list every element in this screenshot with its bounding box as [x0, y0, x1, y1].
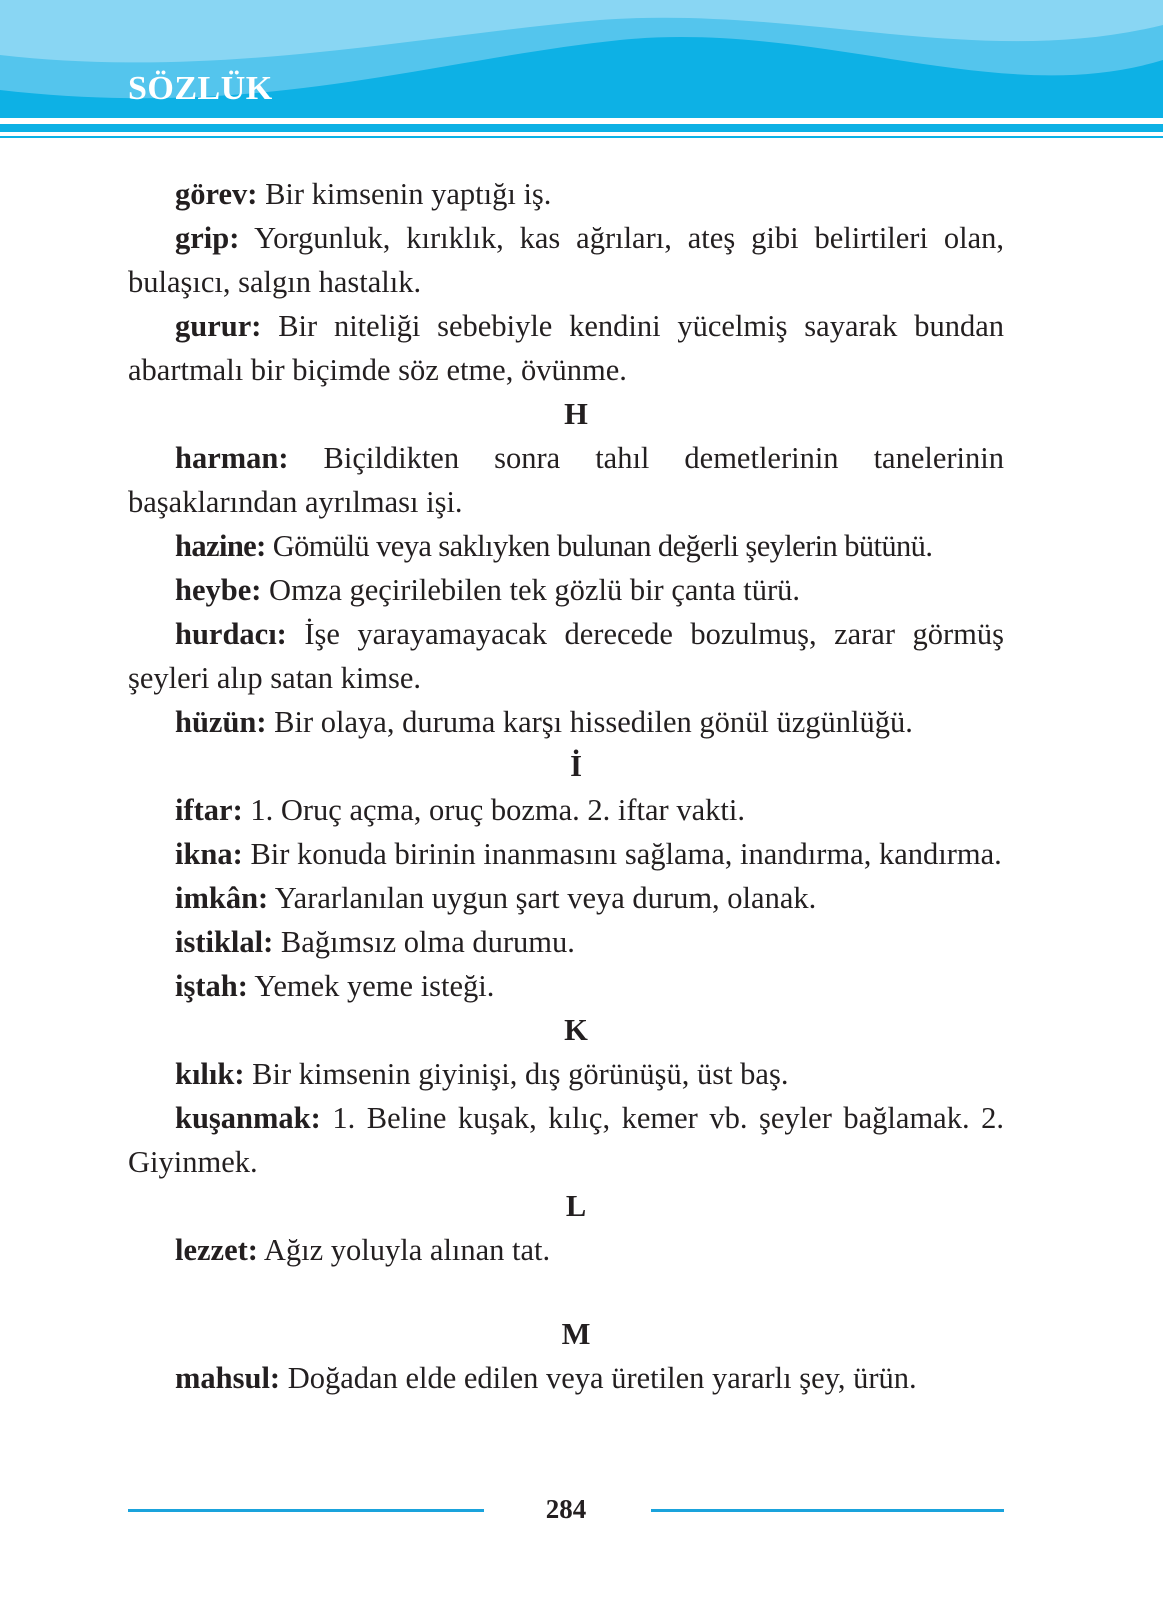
footer-rule-right: [651, 1509, 1004, 1512]
dictionary-entry: [128, 612, 1004, 700]
entry-term: grip:: [175, 221, 240, 255]
entry-definition: Bir olaya, duruma karşı hissedilen gönül üzgünlüğü.: [266, 705, 913, 739]
entry-term: hurdacı:: [175, 617, 287, 651]
dictionary-entry: [128, 700, 1004, 744]
entry-term: harman:: [175, 441, 289, 475]
dictionary-entry: [128, 568, 1004, 612]
entry-definition: Bir niteliği sebebiyle kendini yücelmiş sayarak bundan abartmalı bir biçimde söz etme, övünme.: [128, 309, 1004, 387]
entry-term: ikna:: [175, 837, 243, 871]
entry-term: kuşanmak:: [175, 1101, 321, 1135]
entry-definition: Bağımsız olma durumu.: [273, 925, 575, 959]
dictionary-entry: [128, 964, 1004, 1008]
entry-definition: Yorgunluk, kırıklık, kas ağrıları, ateş gibi belirtileri olan, bulaşıcı, salgın hastalık.: [128, 221, 1004, 299]
letter-heading: M: [561, 1317, 591, 1351]
dictionary-entry: [128, 1228, 1004, 1272]
entry-term: mahsul:: [175, 1361, 281, 1395]
entry-term: gurur:: [175, 309, 262, 343]
dictionary-entry: [128, 1096, 1004, 1184]
entry-definition: Bir kimsenin yaptığı iş.: [257, 177, 552, 211]
entry-definition: İşe yarayamayacak derecede bozulmuş, zarar görmüş şeyleri alıp satan kimse.: [128, 617, 1004, 695]
entry-term: kılık:: [175, 1057, 245, 1091]
entry-term: istiklal:: [175, 925, 274, 959]
dictionary-entry: [128, 1052, 1004, 1096]
dictionary-entry: [128, 1356, 1004, 1400]
entry-definition: 1. Oruç açma, oruç bozma. 2. iftar vakti.: [242, 793, 745, 827]
spacer: [128, 1272, 1004, 1312]
dictionary-entry: [128, 832, 1004, 876]
entry-definition: Doğadan elde edilen veya üretilen yararlı şey, ürün.: [280, 1361, 917, 1395]
entry-term: hazine:: [175, 529, 266, 563]
footer-rule-left: [128, 1509, 484, 1512]
entry-definition: Yemek yeme isteği.: [247, 969, 495, 1003]
entry-definition: Omza geçirilebilen tek gözlü bir çanta türü.: [261, 573, 801, 607]
entry-definition: Gömülü veya saklıyken bulunan değerli şeylerin bütünü.: [265, 529, 933, 563]
entry-term: hüzün:: [175, 705, 267, 739]
dictionary-entry: [128, 216, 1004, 304]
dictionary-entry: [128, 788, 1004, 832]
entry-term: iştah:: [175, 969, 248, 1003]
entry-definition: 1. Beline kuşak, kılıç, kemer vb. şeyler bağlamak. 2. Giyinmek.: [128, 1101, 1004, 1179]
entry-definition: Ağız yoluyla alınan tat.: [257, 1233, 551, 1267]
dictionary-entry: [128, 524, 1004, 568]
letter-heading: İ: [570, 749, 582, 783]
entry-definition: Biçildikten sonra tahıl demetlerinin tanelerinin başaklarından ayrılması işi.: [128, 441, 1004, 519]
dictionary-entry: [128, 436, 1004, 524]
dictionary-entry: [128, 920, 1004, 964]
letter-heading: L: [565, 1189, 587, 1223]
dictionary-entry: [128, 304, 1004, 392]
entry-definition: Yararlanılan uygun şart veya durum, olanak.: [268, 881, 817, 915]
entry-term: heybe:: [175, 573, 262, 607]
section-title: SÖZLÜK: [128, 70, 273, 107]
entry-term: lezzet:: [175, 1233, 258, 1267]
dictionary-entry: [128, 172, 1004, 216]
letter-heading: K: [564, 1013, 588, 1047]
dictionary-entries: [128, 172, 1004, 1400]
entry-term: görev:: [175, 177, 258, 211]
page-header: [0, 0, 1163, 145]
page-number: 284: [545, 1494, 587, 1524]
letter-heading: H: [564, 397, 588, 431]
dictionary-entry: [128, 876, 1004, 920]
entry-definition: Bir konuda birinin inanmasını sağlama, inandırma, kandırma.: [242, 837, 1002, 871]
entry-term: iftar:: [175, 793, 243, 827]
entry-term: imkân:: [175, 881, 269, 915]
entry-definition: Bir kimsenin giyinişi, dış görünüşü, üst baş.: [244, 1057, 789, 1091]
